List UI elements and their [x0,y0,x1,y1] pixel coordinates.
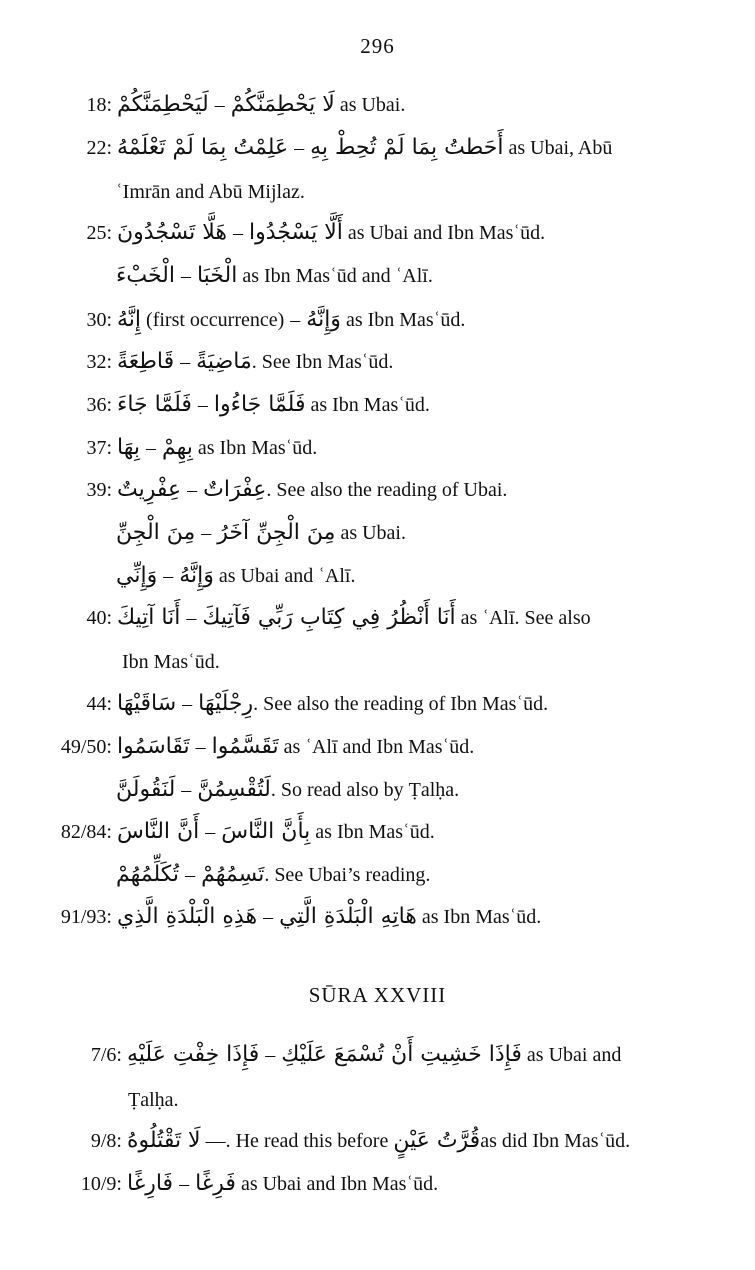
arabic-variant: الْخَبْءَ [116,263,175,288]
variant-entry [116,256,433,296]
reading-note: as ʿAlī and Ibn Masʿūd. [283,736,475,758]
arabic-variant: وَإِنَّهُ [306,307,341,332]
variant-entry [60,684,548,724]
dash-separator: – [197,394,208,416]
verse-reference: 82/84: [60,821,112,843]
variant-entry [46,727,474,767]
occurrence-note: (first occurrence) [146,309,285,331]
dash-separator: – [180,265,191,287]
arabic-variant: مِنَ الْجِنِّ [116,520,196,545]
verse-reference: 18: [86,94,112,116]
arabic-variant: تَقَاسَمُوا [117,734,190,759]
reading-note: Ṭalḥa. [128,1089,179,1111]
arabic-variant: عَلِمْتُ بِمَا لَمْ تَعْلَمْهُ [117,135,289,160]
arabic-variant: لَتُقْسِمُنَّ [197,777,271,802]
arabic-variant: وَإِنِّي [116,563,158,588]
variant-entry [60,470,507,510]
arabic-variant: أَنَّ النَّاسَ [117,819,200,844]
variant-entry [60,85,405,125]
arabic-variant: الْخَبَا [196,263,238,288]
variant-entry [60,428,317,468]
variant-entry [60,300,465,340]
dash-separator: – [181,779,192,801]
arabic-variant: مَاضِيَةً [196,349,252,374]
reading-note: as did Ibn Masʿūd. [480,1130,631,1152]
dash-separator: – [201,522,212,544]
sura-heading: SŪRA XXVIII [308,983,447,1007]
arabic-variant: بِأَنَّ النَّاسَ [221,819,311,844]
reading-note: as Ibn Masʿūd. [315,821,435,843]
arabic-variant: تَسِمُهُمْ [201,862,265,887]
arabic-phrase: قُرَّتُ عَيْنٍ [393,1128,481,1153]
variant-entry [60,385,430,425]
verse-reference: 91/93: [60,906,112,928]
dash-separator: – [182,693,193,715]
reading-note: Ibn Masʿūd. [122,651,220,673]
reading-note: as Ibn Masʿūd. [345,309,466,331]
arabic-variant: فَارِغًا [127,1171,174,1196]
arabic-variant: مِنَ الْجِنِّ آخَرُ [217,520,336,545]
reading-note: . See Ibn Masʿūd. [251,351,394,373]
reading-note: as Ubai and ʿAlī. [218,565,356,587]
arabic-variant: رِجْلَيْهَا [198,691,254,716]
dash-separator: – [294,137,305,159]
arabic-variant: لَيَحْطِمَنَّكُمْ [117,92,209,117]
continuation-line [128,1080,179,1120]
reading-note: as Ubai and Ibn Masʿūd. [240,1173,439,1195]
variant-entry [116,855,430,895]
reading-note: as Ubai and Ibn Masʿūd. [347,222,546,244]
dash-separator: – [214,94,225,116]
verse-reference: 9/8: [90,1130,122,1152]
arabic-variant: سَاقَيْهَا [117,691,177,716]
verse-reference: 39: [86,479,112,501]
arabic-variant: إِنَّهُ [117,307,142,332]
arabic-variant: أَنَا أَنْظُرُ فِي كِتَابِ رَبِّي فَآتِيكَ [202,605,456,630]
dash-separator: – [187,479,198,501]
variant-entry [60,213,545,253]
verse-reference: 37: [86,437,112,459]
arabic-variant: فَلَمَّا جَاءَ [117,392,192,417]
verse-reference: 25: [86,222,112,244]
arabic-variant: وَإِنَّهُ [179,563,214,588]
variant-entry [46,812,435,852]
dash-separator: – [195,736,206,758]
dash-separator: – [233,222,243,244]
variant-entry [60,342,393,382]
arabic-variant: فَإِذَا خِفْتِ عَلَيْهِ [127,1042,260,1067]
variant-entry [60,128,612,168]
verse-reference: 7/6: [90,1044,122,1066]
reading-note: —. He read this before [205,1130,389,1152]
variant-entry [46,897,541,937]
page-number: 296 [360,34,395,58]
arabic-variant: قَاطِعَةً [117,349,175,374]
variant-entry [116,556,356,596]
dash-separator: – [179,1173,190,1195]
reading-note: as Ubai, Abū [508,137,613,159]
dash-separator: – [185,864,196,886]
variant-entry [60,598,591,638]
variant-entry [116,513,406,553]
verse-reference: 32: [86,351,112,373]
continuation-line [116,172,305,212]
arabic-variant: أَحَطتُ بِمَا لَمْ تُحِطْ بِهِ [310,135,504,160]
arabic-variant: تَقَسَّمُوا [211,734,279,759]
reading-note: as Ibn Masʿūd. [310,394,430,416]
reading-note: as Ibn Masʿūd. [421,906,542,928]
reading-note: as Ubai and [526,1044,622,1066]
arabic-variant: عِفْرَاتٌ [203,477,267,502]
continuation-line [122,642,220,682]
dash-separator: – [163,565,174,587]
arabic-variant: فَلَمَّا جَاءُوا [213,392,306,417]
reading-note: as Ubai. [340,522,406,544]
arabic-variant: بِهِمْ [161,435,193,460]
reading-note: . So read also by Ṭalḥa. [270,779,460,801]
arabic-variant: أَلَّا يَسْجُدُوا [249,220,343,245]
arabic-variant: هَذِهِ الْبَلْدَةِ الَّذِي [117,904,258,929]
dash-separator: – [290,309,301,331]
dash-separator: – [186,607,197,629]
arabic-variant: هَلَّا تَسْجُدُونَ [117,220,227,245]
reading-note: as ʿAlī. See also [460,607,591,629]
dash-separator: – [180,351,191,373]
verse-reference: 30: [86,309,112,331]
verse-reference: 10/9: [80,1173,122,1195]
arabic-variant: عِفْرِيتٌ [117,477,182,502]
verse-reference: 44: [86,693,112,715]
variant-entry [60,1121,630,1161]
arabic-variant: أَنَا آتِيكَ [117,605,181,630]
reading-note: as Ibn Masʿūd and ʿAlī. [242,265,433,287]
dash-separator: – [145,437,156,459]
variant-entry [60,1164,438,1204]
variant-entry [60,1035,621,1075]
arabic-variant: لَا يَحْطِمَنَّكُمْ [230,92,335,117]
reading-note: as Ubai. [339,94,406,116]
dash-separator: – [205,821,216,843]
arabic-variant: لَا تَقْتُلُوهُ [127,1128,201,1153]
arabic-variant: لَنَقُولَنَّ [116,777,176,802]
reading-note: as Ibn Masʿūd. [197,437,318,459]
verse-reference: 49/50: [60,736,112,758]
arabic-variant: بِهَا [117,435,140,460]
reading-note: ʿImrān and Abū Mijlaz. [116,181,305,203]
reading-note: . See also the reading of Ibn Masʿūd. [253,693,549,715]
verse-reference: 22: [86,137,112,159]
verse-reference: 36: [86,394,112,416]
reading-note: . See Ubai’s reading. [264,864,431,886]
arabic-variant: فَإِذَا خَشِيتِ أَنْ تُسْمَعَ عَلَيْكِ [281,1042,522,1067]
arabic-variant: تُكَلِّمُهُمْ [116,862,180,887]
dash-separator: – [265,1044,276,1066]
dash-separator: – [263,906,274,928]
arabic-variant: هَاتِهِ الْبَلْدَةِ الَّتِي [279,904,417,929]
reading-note: . See also the reading of Ubai. [266,479,508,501]
variant-entry [116,770,459,810]
arabic-variant: فَرِغًا [195,1171,236,1196]
verse-reference: 40: [86,607,112,629]
